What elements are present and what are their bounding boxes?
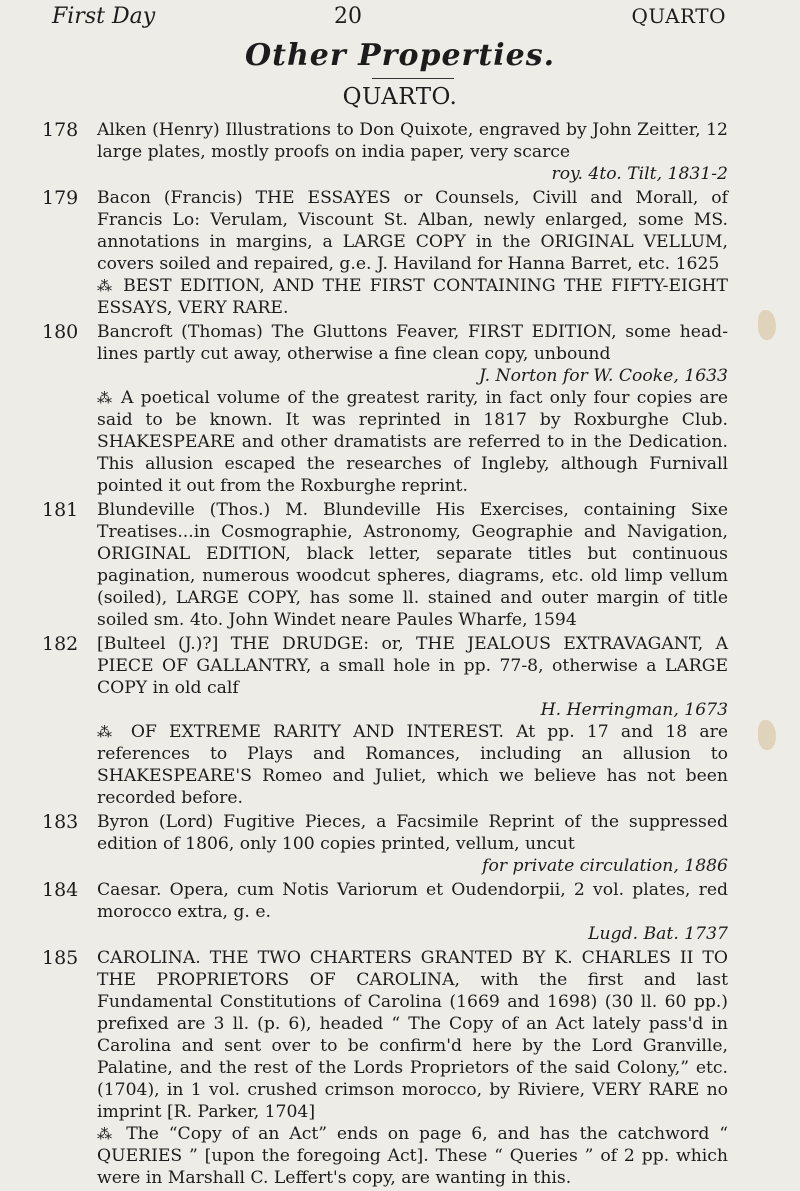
- lot-imprint: roy. 4to. Tilt, 1831-2: [551, 164, 728, 184]
- asterism-icon: ⁂: [97, 1125, 117, 1143]
- lot-185: [0, 947, 800, 1189]
- lot-note: BEST EDITION, AND THE FIRST CONTAINING THE FIFTY-EIGHT ESSAYS, VERY RARE.: [97, 276, 729, 318]
- lot-number: 184: [42, 879, 79, 901]
- asterism-icon: ⁂: [97, 389, 114, 407]
- lot-description: Alken (Henry) Illustrations to Don Quixote, engraved by John Zeitter, 12 large plates, mostly proofs on india paper, very scarce: [97, 120, 728, 162]
- lot-183: [0, 811, 800, 877]
- margin-stain: [758, 720, 776, 750]
- lot-number: 178: [42, 119, 79, 141]
- page-number: 20: [334, 4, 362, 29]
- page-title: Other Properties.: [244, 38, 556, 73]
- lot-180: [0, 321, 800, 497]
- lot-number: 179: [42, 187, 79, 209]
- running-header: [52, 4, 726, 30]
- lot-description: CAROLINA. THE TWO CHARTERS GRANTED BY K. CHARLES II TO THE PROPRIETORS OF CAROLINA, with the first and last Fundamental Constitutions of Carolina (1669 and 1698) (30 ll. 60 pp.) prefixed are 3 ll. (p. 6), headed “ The Copy of an Act lately pass'd in Carolina and sent over to be confirm'd here by the Lord Granville, Palatine, and the rest of the Lords Proprietors of the said Colony,” etc. (1704), in 1 vol. crushed crimson morocco, by Riviere, VERY RARE no imprint [R. Parker, 1704]: [97, 948, 728, 1122]
- header-format: QUARTO: [631, 4, 726, 28]
- lot-184: [0, 879, 800, 945]
- header-day: First Day: [52, 4, 156, 29]
- lot-description: Bacon (Francis) THE ESSAYES or Counsels, Civill and Morall, of Francis Lo: Verulam, Viscount St. Alban, newly enlarged, some MS. annotations in margins, a LARGE COPY in the ORIGINAL VELLUM, covers soiled and repaired, g.e. J. Haviland for Hanna Barret, etc. 1625: [97, 188, 728, 274]
- lot-178: [0, 119, 800, 185]
- lot-description: Caesar. Opera, cum Notis Variorum et Oudendorpii, 2 vol. plates, red morocco extra, g. e.: [97, 880, 728, 922]
- lot-181: [0, 499, 800, 631]
- asterism-icon: ⁂: [97, 723, 119, 741]
- lot-179: [0, 187, 800, 319]
- lot-imprint: Lugd. Bat. 1737: [588, 924, 728, 944]
- margin-stain: [758, 310, 776, 340]
- title-rule: [372, 78, 454, 79]
- lot-imprint: for private circulation, 1886: [482, 856, 728, 876]
- lot-number: 182: [42, 633, 79, 655]
- lot-note: A poetical volume of the greatest rarity, in fact only four copies are said to be known. It was reprinted in 1817 by Roxburghe Club. SHAKESPEARE and other dramatists are referred to in the Dedication. This allusion escaped the researches of Ingleby, although Furnivall pointed it out from the Roxburghe reprint.: [97, 388, 729, 496]
- section-heading: QUARTO.: [342, 84, 458, 110]
- lot-imprint: J. Norton for W. Cooke, 1633: [479, 366, 728, 386]
- lot-description: Byron (Lord) Fugitive Pieces, a Facsimile Reprint of the suppressed edition of 1806, only 100 copies printed, vellum, uncut: [97, 812, 728, 854]
- lot-description: [Bulteel (J.)?] THE DRUDGE: or, THE JEALOUS EXTRAVAGANT, A PIECE OF GALLANTRY, a small hole in pp. 77-8, otherwise a LARGE COPY in old calf: [97, 634, 728, 698]
- lot-number: 181: [42, 499, 79, 521]
- lot-number: 185: [42, 947, 79, 969]
- lot-182: [0, 633, 800, 809]
- lot-number: 183: [42, 811, 79, 833]
- lot-description: Bancroft (Thomas) The Gluttons Feaver, FIRST EDITION, some head-lines partly cut away, otherwise a fine clean copy, unbound: [97, 322, 728, 364]
- lot-imprint: H. Herringman, 1673: [540, 700, 728, 720]
- lot-note: OF EXTREME RARITY AND INTEREST. At pp. 17 and 18 are references to Plays and Romances, including an allusion to SHAKESPEARE'S Romeo and Juliet, which we believe has not been recorded before.: [97, 722, 729, 808]
- lot-note: The “Copy of an Act” ends on page 6, and has the catchword “ QUERIES ” [upon the foregoing Act]. These “ Queries ” of 2 pp. which were in Marshall C. Leffert's copy, are wanting in this.: [97, 1124, 728, 1188]
- lot-description: Blundeville (Thos.) M. Blundeville His Exercises, containing Sixe Treatises...in Cosmographie, Astronomy, Geographie and Navigation, ORIGINAL EDITION, black letter, separate titles but continuous pagination, numerous woodcut spheres, diagrams, etc. old limp vellum (soiled), LARGE COPY, has some ll. stained and outer margin of title soiled sm. 4to. John Windet neare Paules Wharfe, 1594: [97, 500, 728, 630]
- asterism-icon: ⁂: [97, 277, 115, 295]
- lot-number: 180: [42, 321, 79, 343]
- catalogue-entries: [0, 119, 800, 1191]
